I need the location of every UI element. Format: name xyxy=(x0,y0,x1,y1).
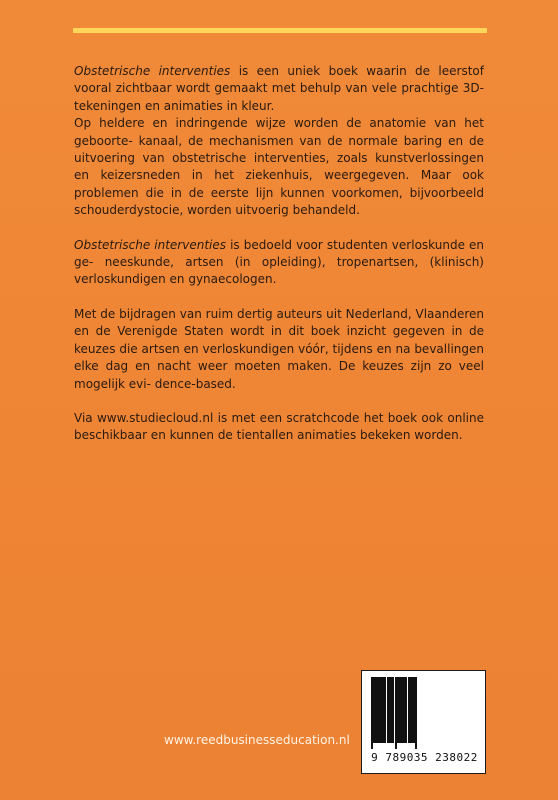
barcode-bar xyxy=(371,677,372,749)
barcode-bar xyxy=(389,677,391,743)
line: het ziekenhuis, weergegeven. Maar ook problemen die in de eerste lijn xyxy=(74,168,484,200)
book-title-inline: Obstetrische interventies xyxy=(74,64,231,78)
publisher-website-link[interactable]: www.reedbusinesseducation.nl xyxy=(164,733,350,747)
paragraph-authors xyxy=(74,306,484,393)
line: is bedoeld voor studenten verloskunde en ge- xyxy=(74,237,484,270)
barcode-bar xyxy=(373,677,374,743)
barcode-bar xyxy=(395,677,396,749)
blurb-text xyxy=(74,63,484,445)
barcode-bar xyxy=(399,677,400,743)
barcode-bar xyxy=(396,677,397,749)
line: en nacht weer moeten maken. De keuzes zijn zo veel mogelijk evi- xyxy=(74,359,484,391)
line: is een uniek boek waarin de leerstof vooral xyxy=(74,64,484,96)
barcode-bar xyxy=(400,677,401,743)
line: kunnen voorkomen, bijvoorbeeld schouderdystocie, worden uitvoerig xyxy=(74,185,484,218)
barcode-bar xyxy=(372,677,373,749)
line: Met de bijdragen van ruim dertig auteurs uit Nederland, Vlaanderen xyxy=(74,306,484,321)
line: die artsen en verloskundigen vóór, tijdens en na bevallingen elke dag xyxy=(74,341,484,374)
line: en gynaecologen. xyxy=(169,272,277,287)
barcode-bar xyxy=(416,677,417,749)
barcode-bar xyxy=(392,677,394,743)
line: Op heldere en indringende wijze worden de anatomie van het geboorte- xyxy=(74,116,484,148)
line: beschikbaar en kunnen de tientallen animaties bekeken worden. xyxy=(74,428,463,443)
line: obstetrische interventies, zoals kunstverlossingen en keizersneden in xyxy=(74,151,484,183)
paragraph-intro xyxy=(74,63,484,220)
line: en animaties in kleur. xyxy=(144,98,275,113)
line: kanaal, de mechanismen van de normale baring en de uitvoering van xyxy=(74,133,484,166)
barcode-bar xyxy=(382,677,383,743)
paragraph-audience xyxy=(74,237,484,289)
line: Via www.studiecloud.nl is met een scratchcode het boek ook online xyxy=(74,410,484,425)
barcode-bar xyxy=(381,677,382,743)
barcode-bar xyxy=(411,677,412,743)
book-title-inline: Obstetrische interventies xyxy=(74,237,227,252)
line: en de Verenigde Staten wordt in dit boek inzicht gegeven in de keuzes xyxy=(74,324,484,356)
barcode-bar xyxy=(374,677,376,743)
barcode-bar xyxy=(387,677,388,743)
barcode-bar xyxy=(401,677,403,743)
barcode-bar xyxy=(405,677,406,743)
barcode-bar xyxy=(388,677,389,743)
top-yellow-rule xyxy=(73,28,487,33)
paragraph-online xyxy=(74,410,484,445)
barcode-bars xyxy=(371,677,478,749)
barcode-bar xyxy=(414,677,415,743)
barcode-bar xyxy=(385,677,386,743)
barcode-bar xyxy=(383,677,385,743)
isbn-barcode xyxy=(361,670,486,774)
isbn-number: 9 789035 238022 xyxy=(371,751,478,764)
line: zichtbaar wordt gemaakt met behulp van vele prachtige 3D-tekeningen xyxy=(74,81,484,113)
barcode-bar xyxy=(415,677,416,749)
line: dence-based. xyxy=(154,376,236,391)
barcode-bar xyxy=(377,677,379,743)
line: behandeld. xyxy=(292,203,360,218)
barcode-bar xyxy=(408,677,409,743)
barcode-bar xyxy=(406,677,407,743)
line: neeskunde, artsen (in opleiding), tropenartsen, (klinisch) verloskundigen xyxy=(74,255,484,287)
